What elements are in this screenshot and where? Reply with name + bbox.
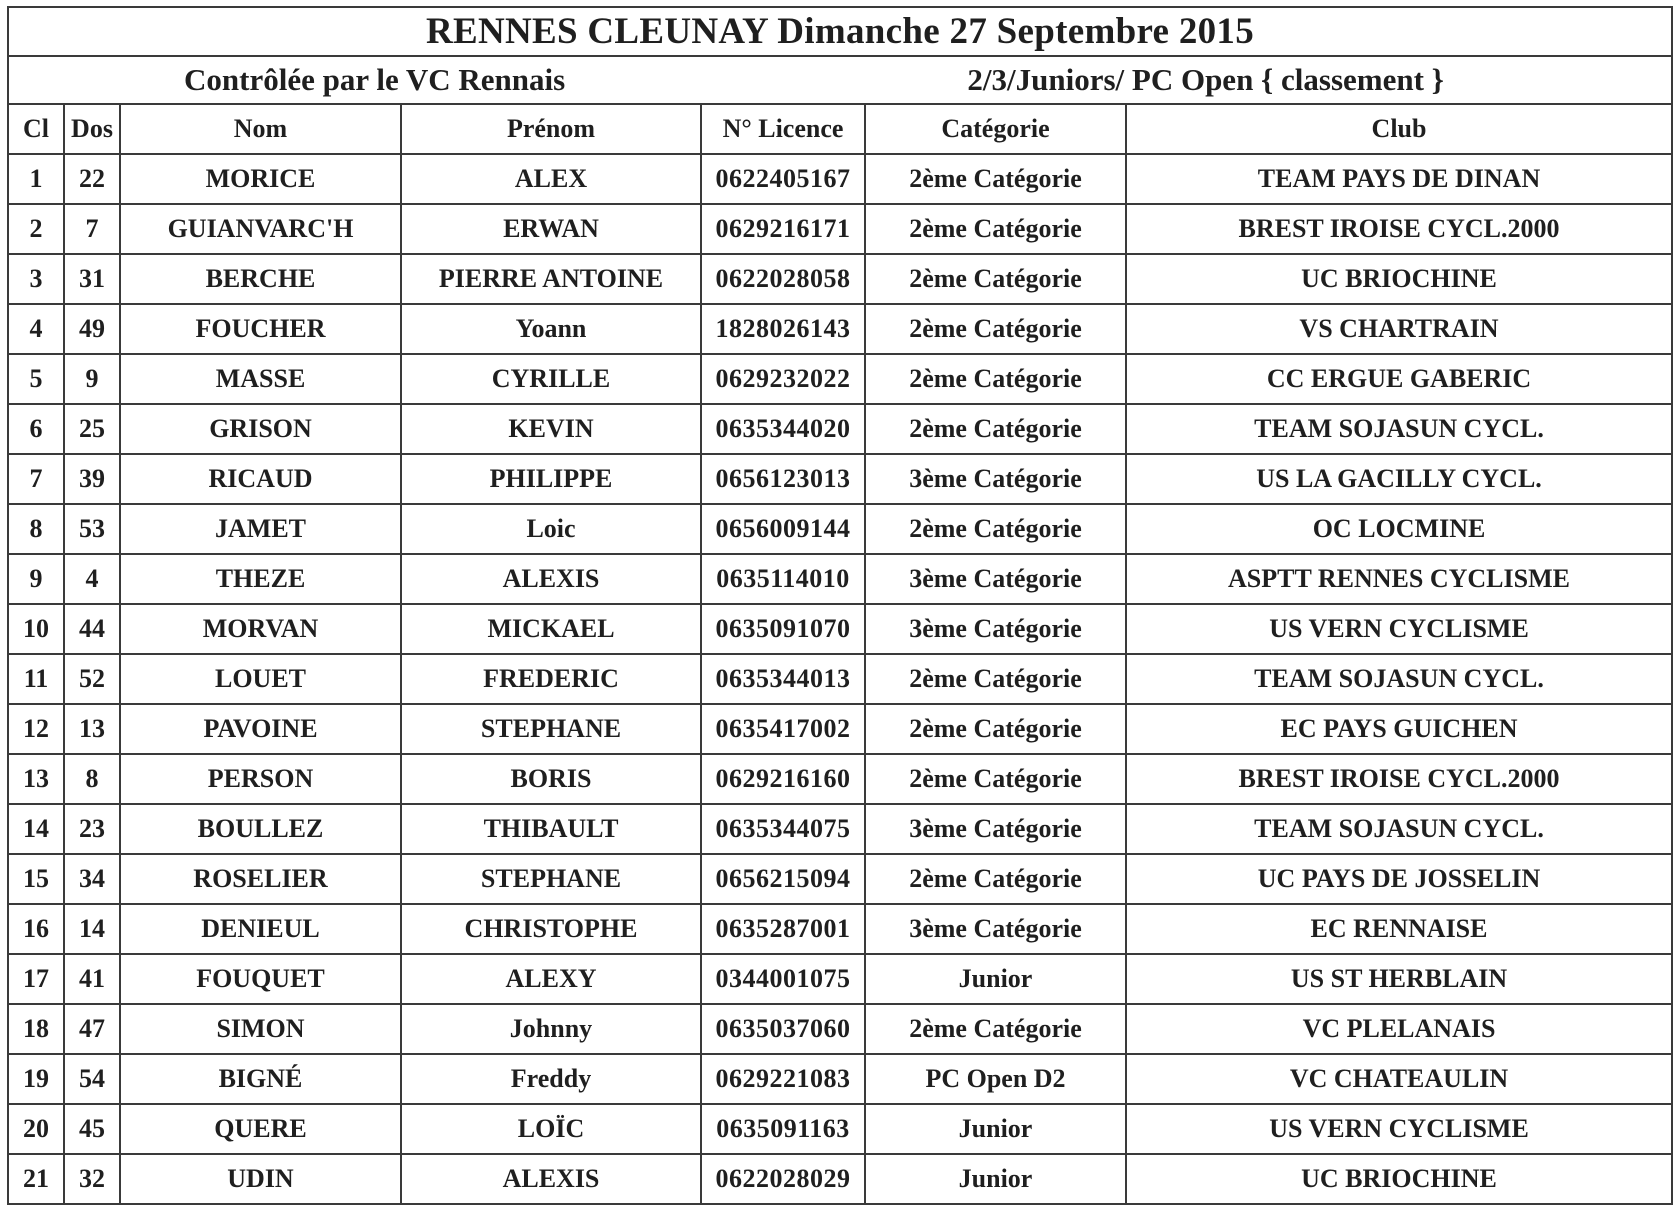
cell-cl: 10 xyxy=(8,604,64,654)
cell-licence: 0635344020 xyxy=(701,404,865,454)
cell-dos: 22 xyxy=(64,154,120,204)
cell-licence: 0344001075 xyxy=(701,954,865,1004)
column-header-club: Club xyxy=(1126,104,1672,154)
cell-categorie: 3ème Catégorie xyxy=(865,804,1126,854)
cell-club: VS CHARTRAIN xyxy=(1126,304,1672,354)
cell-cl: 11 xyxy=(8,654,64,704)
results-sheet xyxy=(7,6,1671,1206)
cell-cl: 20 xyxy=(8,1104,64,1154)
cell-nom: UDIN xyxy=(120,1154,401,1204)
cell-prenom: ALEXY xyxy=(401,954,701,1004)
cell-nom: PAVOINE xyxy=(120,704,401,754)
cell-dos: 44 xyxy=(64,604,120,654)
cell-club: US VERN CYCLISME xyxy=(1126,604,1672,654)
cell-licence: 0635417002 xyxy=(701,704,865,754)
cell-club: EC PAYS GUICHEN xyxy=(1126,704,1672,754)
cell-categorie: 2ème Catégorie xyxy=(865,304,1126,354)
cell-club: TEAM SOJASUN CYCL. xyxy=(1126,804,1672,854)
cell-licence: 0656215094 xyxy=(701,854,865,904)
cell-club: UC BRIOCHINE xyxy=(1126,1154,1672,1204)
table-row xyxy=(8,1154,1672,1204)
cell-nom: GRISON xyxy=(120,404,401,454)
race-class: 2/3/Juniors/ PC Open { classement } xyxy=(967,62,1444,97)
cell-club: UC BRIOCHINE xyxy=(1126,254,1672,304)
cell-cl: 5 xyxy=(8,354,64,404)
cell-licence: 0629216160 xyxy=(701,754,865,804)
cell-categorie: 2ème Catégorie xyxy=(865,504,1126,554)
cell-cl: 1 xyxy=(8,154,64,204)
cell-cl: 8 xyxy=(8,504,64,554)
table-row xyxy=(8,554,1672,604)
cell-categorie: Junior xyxy=(865,1104,1126,1154)
cell-categorie: 3ème Catégorie xyxy=(865,454,1126,504)
cell-dos: 41 xyxy=(64,954,120,1004)
cell-categorie: 3ème Catégorie xyxy=(865,554,1126,604)
controlled-by: Contrôlée par le VC Rennais xyxy=(184,62,566,97)
cell-club: OC LOCMINE xyxy=(1126,504,1672,554)
table-row xyxy=(8,1004,1672,1054)
cell-categorie: 2ème Catégorie xyxy=(865,1004,1126,1054)
cell-dos: 47 xyxy=(64,1004,120,1054)
cell-cl: 12 xyxy=(8,704,64,754)
cell-prenom: BORIS xyxy=(401,754,701,804)
cell-cl: 17 xyxy=(8,954,64,1004)
cell-nom: BIGNÉ xyxy=(120,1054,401,1104)
column-header-row xyxy=(8,104,1672,154)
cell-dos: 39 xyxy=(64,454,120,504)
cell-dos: 13 xyxy=(64,704,120,754)
cell-club: BREST IROISE CYCL.2000 xyxy=(1126,204,1672,254)
cell-categorie: 2ème Catégorie xyxy=(865,154,1126,204)
cell-licence: 0629232022 xyxy=(701,354,865,404)
cell-prenom: ALEXIS xyxy=(401,554,701,604)
cell-categorie: 2ème Catégorie xyxy=(865,654,1126,704)
table-row xyxy=(8,204,1672,254)
cell-club: US LA GACILLY CYCL. xyxy=(1126,454,1672,504)
page-title: RENNES CLEUNAY Dimanche 27 Septembre 2015 xyxy=(8,7,1672,56)
cell-nom: FOUCHER xyxy=(120,304,401,354)
cell-dos: 45 xyxy=(64,1104,120,1154)
cell-nom: FOUQUET xyxy=(120,954,401,1004)
cell-cl: 19 xyxy=(8,1054,64,1104)
cell-club: TEAM SOJASUN CYCL. xyxy=(1126,654,1672,704)
cell-licence: 0635344013 xyxy=(701,654,865,704)
cell-prenom: FREDERIC xyxy=(401,654,701,704)
cell-dos: 34 xyxy=(64,854,120,904)
cell-club: VC CHATEAULIN xyxy=(1126,1054,1672,1104)
cell-dos: 32 xyxy=(64,1154,120,1204)
results-table xyxy=(7,6,1673,1205)
subtitle-row xyxy=(8,56,1672,104)
cell-dos: 25 xyxy=(64,404,120,454)
table-row xyxy=(8,454,1672,504)
cell-licence: 0656009144 xyxy=(701,504,865,554)
table-row xyxy=(8,1104,1672,1154)
cell-licence: 0622405167 xyxy=(701,154,865,204)
cell-prenom: ALEX xyxy=(401,154,701,204)
cell-cl: 3 xyxy=(8,254,64,304)
cell-categorie: 3ème Catégorie xyxy=(865,904,1126,954)
cell-dos: 9 xyxy=(64,354,120,404)
cell-cl: 14 xyxy=(8,804,64,854)
cell-prenom: Yoann xyxy=(401,304,701,354)
cell-cl: 13 xyxy=(8,754,64,804)
cell-club: US VERN CYCLISME xyxy=(1126,1104,1672,1154)
title-row xyxy=(8,7,1672,56)
cell-club: UC PAYS DE JOSSELIN xyxy=(1126,854,1672,904)
cell-prenom: PHILIPPE xyxy=(401,454,701,504)
cell-club: TEAM PAYS DE DINAN xyxy=(1126,154,1672,204)
cell-categorie: 3ème Catégorie xyxy=(865,604,1126,654)
cell-prenom: Loic xyxy=(401,504,701,554)
cell-cl: 4 xyxy=(8,304,64,354)
cell-prenom: KEVIN xyxy=(401,404,701,454)
cell-cl: 2 xyxy=(8,204,64,254)
cell-categorie: 2ème Catégorie xyxy=(865,754,1126,804)
cell-nom: MORVAN xyxy=(120,604,401,654)
table-row xyxy=(8,404,1672,454)
table-row xyxy=(8,604,1672,654)
cell-nom: LOUET xyxy=(120,654,401,704)
cell-categorie: Junior xyxy=(865,1154,1126,1204)
cell-prenom: Freddy xyxy=(401,1054,701,1104)
cell-licence: 0635287001 xyxy=(701,904,865,954)
table-row xyxy=(8,954,1672,1004)
table-row xyxy=(8,354,1672,404)
column-header-cl: Cl xyxy=(8,104,64,154)
cell-nom: ROSELIER xyxy=(120,854,401,904)
cell-dos: 31 xyxy=(64,254,120,304)
cell-dos: 52 xyxy=(64,654,120,704)
cell-licence: 0635091070 xyxy=(701,604,865,654)
cell-nom: MASSE xyxy=(120,354,401,404)
cell-club: US ST HERBLAIN xyxy=(1126,954,1672,1004)
cell-cl: 6 xyxy=(8,404,64,454)
cell-nom: BOULLEZ xyxy=(120,804,401,854)
cell-nom: DENIEUL xyxy=(120,904,401,954)
cell-nom: GUIANVARC'H xyxy=(120,204,401,254)
cell-licence: 0635114010 xyxy=(701,554,865,604)
cell-categorie: 2ème Catégorie xyxy=(865,404,1126,454)
cell-categorie: 2ème Catégorie xyxy=(865,354,1126,404)
table-row xyxy=(8,704,1672,754)
cell-licence: 0635344075 xyxy=(701,804,865,854)
cell-nom: RICAUD xyxy=(120,454,401,504)
table-row xyxy=(8,654,1672,704)
table-row xyxy=(8,1054,1672,1104)
table-row xyxy=(8,304,1672,354)
cell-nom: THEZE xyxy=(120,554,401,604)
cell-prenom: PIERRE ANTOINE xyxy=(401,254,701,304)
table-row xyxy=(8,504,1672,554)
cell-club: ASPTT RENNES CYCLISME xyxy=(1126,554,1672,604)
table-row xyxy=(8,154,1672,204)
cell-dos: 23 xyxy=(64,804,120,854)
cell-club: BREST IROISE CYCL.2000 xyxy=(1126,754,1672,804)
cell-prenom: LOÏC xyxy=(401,1104,701,1154)
cell-prenom: THIBAULT xyxy=(401,804,701,854)
cell-cl: 16 xyxy=(8,904,64,954)
table-row xyxy=(8,854,1672,904)
cell-prenom: CHRISTOPHE xyxy=(401,904,701,954)
table-row xyxy=(8,804,1672,854)
cell-prenom: CYRILLE xyxy=(401,354,701,404)
cell-prenom: ALEXIS xyxy=(401,1154,701,1204)
cell-dos: 54 xyxy=(64,1054,120,1104)
cell-licence: 0635037060 xyxy=(701,1004,865,1054)
cell-categorie: Junior xyxy=(865,954,1126,1004)
cell-categorie: PC Open D2 xyxy=(865,1054,1126,1104)
cell-nom: SIMON xyxy=(120,1004,401,1054)
cell-categorie: 2ème Catégorie xyxy=(865,704,1126,754)
cell-dos: 14 xyxy=(64,904,120,954)
cell-prenom: Johnny xyxy=(401,1004,701,1054)
cell-licence: 0635091163 xyxy=(701,1104,865,1154)
cell-dos: 53 xyxy=(64,504,120,554)
cell-club: VC PLELANAIS xyxy=(1126,1004,1672,1054)
cell-dos: 49 xyxy=(64,304,120,354)
cell-nom: QUERE xyxy=(120,1104,401,1154)
cell-cl: 7 xyxy=(8,454,64,504)
cell-dos: 4 xyxy=(64,554,120,604)
cell-cl: 9 xyxy=(8,554,64,604)
cell-licence: 0622028029 xyxy=(701,1154,865,1204)
cell-categorie: 2ème Catégorie xyxy=(865,204,1126,254)
cell-cl: 18 xyxy=(8,1004,64,1054)
column-header-categorie: Catégorie xyxy=(865,104,1126,154)
cell-nom: MORICE xyxy=(120,154,401,204)
table-row xyxy=(8,904,1672,954)
table-row xyxy=(8,254,1672,304)
cell-prenom: STEPHANE xyxy=(401,854,701,904)
cell-prenom: MICKAEL xyxy=(401,604,701,654)
cell-categorie: 2ème Catégorie xyxy=(865,854,1126,904)
cell-nom: PERSON xyxy=(120,754,401,804)
column-header-prenom: Prénom xyxy=(401,104,701,154)
cell-licence: 0629221083 xyxy=(701,1054,865,1104)
cell-nom: JAMET xyxy=(120,504,401,554)
cell-licence: 0629216171 xyxy=(701,204,865,254)
cell-dos: 7 xyxy=(64,204,120,254)
cell-club: CC ERGUE GABERIC xyxy=(1126,354,1672,404)
cell-nom: BERCHE xyxy=(120,254,401,304)
cell-prenom: STEPHANE xyxy=(401,704,701,754)
cell-club: TEAM SOJASUN CYCL. xyxy=(1126,404,1672,454)
cell-prenom: ERWAN xyxy=(401,204,701,254)
cell-cl: 21 xyxy=(8,1154,64,1204)
cell-licence: 0656123013 xyxy=(701,454,865,504)
table-row xyxy=(8,754,1672,804)
column-header-nom: Nom xyxy=(120,104,401,154)
cell-categorie: 2ème Catégorie xyxy=(865,254,1126,304)
cell-licence: 0622028058 xyxy=(701,254,865,304)
cell-cl: 15 xyxy=(8,854,64,904)
cell-licence: 1828026143 xyxy=(701,304,865,354)
cell-club: EC RENNAISE xyxy=(1126,904,1672,954)
column-header-dos: Dos xyxy=(64,104,120,154)
cell-dos: 8 xyxy=(64,754,120,804)
column-header-licence: N° Licence xyxy=(701,104,865,154)
